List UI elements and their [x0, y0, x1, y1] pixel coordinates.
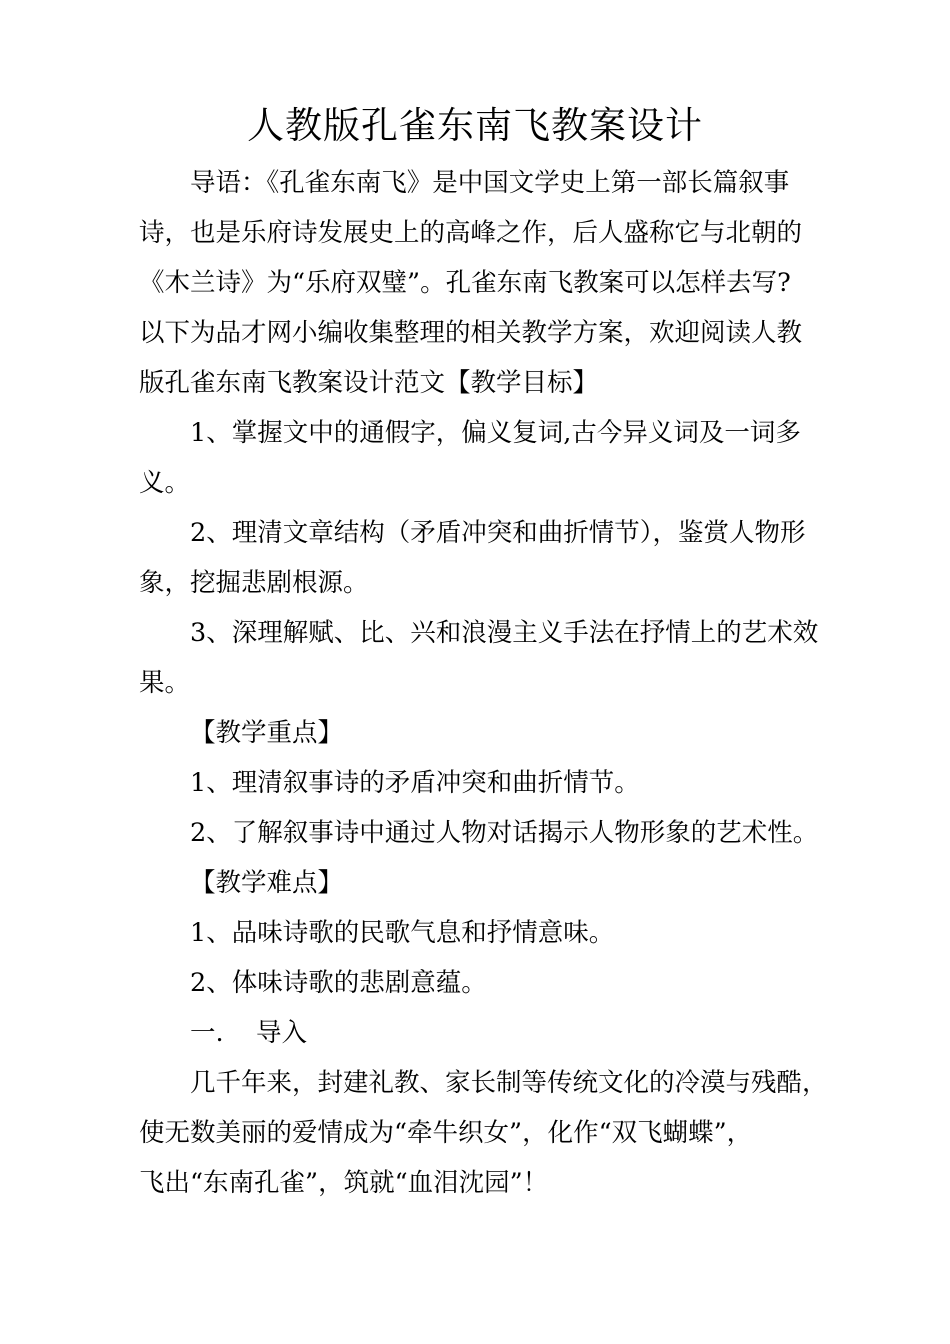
- text-line: 1、品味诗歌的民歌气息和抒情意味。: [190, 918, 615, 948]
- text-line: 飞出“东南孔雀”，筑就“血泪沈园”！: [139, 1168, 549, 1198]
- text-line: 2、理清文章结构（矛盾冲突和曲折情节），鉴赏人物形: [190, 518, 806, 548]
- text-line: 象，挖掘悲剧根源。: [139, 568, 369, 598]
- text-line: 诗，也是乐府诗发展史上的高峰之作，后人盛称它与北朝的: [139, 218, 803, 248]
- text-line: 几千年来，封建礼教、家长制等传统文化的冷漠与残酷，: [190, 1068, 828, 1098]
- document-title: 人教版孔雀东南飞教案设计: [247, 104, 703, 147]
- text-line: 义。: [139, 468, 191, 498]
- text-line: 导语：《孔雀东南飞》是中国文学史上第一部长篇叙事: [190, 168, 790, 198]
- text-line: 《木兰诗》为“乐府双璧”。孔雀东南飞教案可以怎样去写?: [139, 268, 791, 298]
- section-heading-difficulty: 【教学难点】: [190, 868, 344, 898]
- text-line: 使无数美丽的爱情成为“牵牛织女”，化作“双飞蝴蝶”，: [139, 1118, 753, 1148]
- text-line: 2、了解叙事诗中通过人物对话揭示人物形象的艺术性。: [190, 818, 819, 848]
- text-line: 3、深理解赋、比、兴和浪漫主义手法在抒情上的艺术效: [190, 618, 819, 648]
- text-line: 版孔雀东南飞教案设计范文【教学目标】: [139, 368, 599, 398]
- text-line: 果。: [139, 668, 191, 698]
- text-line: 以下为品才网小编收集整理的相关教学方案，欢迎阅读人教: [139, 318, 803, 348]
- text-line: 1、理清叙事诗的矛盾冲突和曲折情节。: [190, 768, 640, 798]
- section-heading-focus: 【教学重点】: [190, 718, 344, 748]
- section-heading-intro: 一. 导入: [190, 1018, 308, 1048]
- text-line: 2、体味诗歌的悲剧意蕴。: [190, 968, 487, 998]
- text-line: 1、掌握文中的通假字，偏义复词,古今异义词及一词多: [190, 418, 801, 448]
